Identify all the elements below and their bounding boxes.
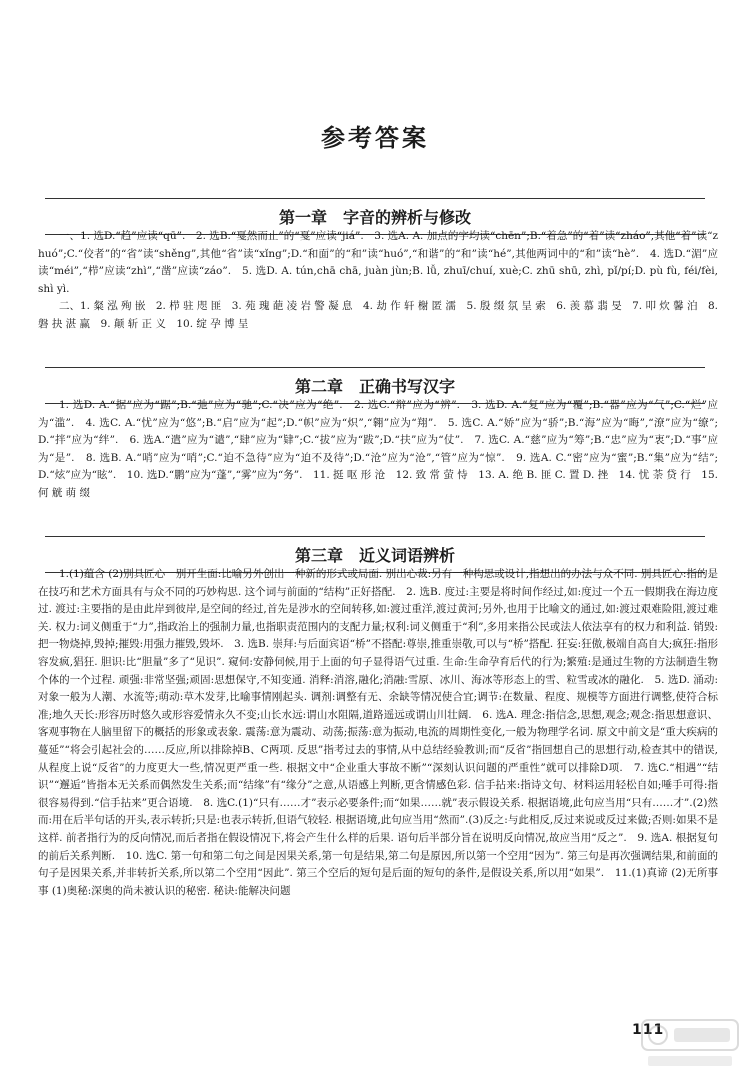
chapter-2-title: 第二章 正确书写汉字 xyxy=(294,377,455,396)
page-number: 111 xyxy=(632,1022,665,1038)
chapter-1-part-2: 二、1. 粲 泓 殉 嵌 2. 栉 驻 咫 匪 3. 苑 瑰 葩 凌 岩 警 凝 息 4. 劫 作 轩 榭 匿 濡 5. 殷 缀 氛 呈 索 6. 羡 慕 翡 旻 7. 叩 炊 馨 泊 8. 磐 抉 湛 赢 9. 颠 斩 正 义 10. 绽 孕 博 呈 xyxy=(38,300,718,330)
chapter-1-body xyxy=(38,228,718,334)
chapter-2-part-1: 1. 选D. A.“据”应为“踞”;B.“弛”应为“驰”;C.“决”应为“绝”. 2. 选C.“辩”应为“辨”. 3. 选D. A.“复”应为“覆”;B.“器”应为“气”;C.“烂”应为“滥”. 4. 选C. A.“忧”应为“悠”;B.“启”应为“起”;D.“帜”应为“炽”,“翱”应为“翔”. 5. 选C. A.“娇”应为“骄”;B.“海”应为“晦”,“潦”应为“缭”;D.“拌”应为“绊”. 6. 选A.“遣”应为“谴”,“肆”应为“肄”;C.“拔”应为“跋”;D.“扶”应为“仗”. 7. 选C. A.“慈”应为“筹”;B.“忠”应为“衷”;D.“事”应为“是”. 8. 选B. A.“哨”应为“哨”;C.“迫不急待”应为“迫不及待”;D.“沧”应为“沧”,“管”应为“惊”. 9. 选A. C.“密”应为“蜜”;B.“集”应为“结”;D.“炫”应为“眩”. 10. 选D.“鹏”应为“蓬”,“雾”应为“务”. 11. 挺 呕 形 沧 12. 致 常 萤 恃 13. A. 绝 B. 匪 C. 置 D. 挫 14. 忧 荼 贷 行 15. 何 觥 萌 缀 xyxy=(38,399,718,499)
watermark-logo-icon xyxy=(640,1018,740,1070)
chapter-rule xyxy=(45,536,705,537)
chapter-1-title: 第一章 字音的辨析与修改 xyxy=(278,208,471,227)
page-title: 参考答案 xyxy=(321,124,429,152)
chapter-2-body xyxy=(38,397,718,503)
chapter-rule xyxy=(45,367,705,368)
chapter-3-part-1: 1.(1)蕴含 (2)别具匠心 别开生面:比喻另外创出一种新的形式或局面. 别出心裁:另有一种构思或设计,指想出的办法与众不同. 别具匠心:指的是在技巧和艺术方面具有与众不同的巧妙构思. 这个词与前面的“结构”正好搭配. 2. 选B. 度过:主要是将时间作经过,如:度过一个五一假期我在海边度过. 渡过:主要指的是由此岸到彼岸,是空间的经过,首先是涉水的空间转移,如:渡过重洋,渡过黄河;另外,也用于比喻文的通过,如:渡过艰难险阻,渡过难关. 权力:词义侧重于“力”,指政治上的强制力量,也指职责范围内的支配力量;权利:词义侧重于“利”,多用来指公民或法人依法享有的权力和利益. 销毁:把一物烧掉,毁掉;摧毁:用强力摧毁,毁坏. 3. 选B. 崇拜:与后面宾语“桥”不搭配:尊崇,推重崇敬,可以与“桥”搭配. 狂妄:狂傲,极端自高自大;疯狂:指形容发疯,猖狂. 胆识:比“胆量”多了“见识”. 窥伺:安静伺候,用于上面的句子显得语气过重. 生命:生命孕育后代的行为;繁殖:是通过生物的方法制造生物个体的一个过程. 顽强:非常坚强;顽固:思想保守,不知变通. 消释:消溶,融化;消融:雪原、冰川、海冰等形态上的雪、粒雪或冰的融化. 5. 选D. 涌动:对象一般为人潮、水流等;萌动:草木发芽,比喻事情刚起头. 调剂:调整有无、余缺等情况使合宜;调节:在数量、程度、规模等方面进行调整,使符合标准;地久天长:形容历时悠久或形容爱情永久不变;山长水远:谓山水阻隔,道路遥远或谓山川壮阔. 6. 选A. 理念:指信念,思想,观念;观念:指思想意识、客观事物在人脑里留下的概括的形象或表象. 震荡:意为震动、动荡;振荡:意为振动,电流的周期性变化,一般为物理学名词. 原文中前文是“重大疾病的蔓延”“将会引起社会的……反应,所以排除掉B、C两项. 反思”指考过去的事情,从中总结经验教训;而“反省”指回想自己的思想行动,检查其中的错误,从程度上说“反省”的力度更大一些,情况更严重一些. 根据文中“企业重大事故不断”“深刻认识问题的严重性”就可以排除D项. 7. 选C.“相遇”“结识”“邂逅”皆指本无关系而偶然发生关系;而“结缘”有“缘分”之意,从语感上判断,更含情感色彩. 信手拈来:指诗文句、材料运用轻松自如;唾手可得:指很容易得到.“信手拈来”更合语境. 8. 选C.(1)“只有……才”表示必要条件;而“如果……就”表示假设关系. 根据语境,此句应当用“只有……才”.(2)然而:用在后半句话的开头,表示转折;只是:也表示转折,但语气较轻. 根据语境,此句应当用“然而”.(3)反之:与此相反,反过来说或反过来做;否则:如果不是这样. 前者指行为的反向情况,而后者指在假设情况下,将会产生什么样的后果. 语句后半部分旨在说明反向情况,故应当用“反之”. 9. 选A. 根据复句的前后关系判断. 10. 选C. 第一句和第二句之间是因果关系,第一句是结果,第二句是原因,所以第一个空用“因为”. 第三句是再次强调结果,和前面的句子是因果关系,并非转折关系,所以第二个空用“因此”. 第三个空后的短句是后面的短句的条件,是假设关系,所以用“如果”. 11.(1)真谛 (2)无所事事 (1)奥秘:深奥的尚未被认识的秘密. 秘诀:能解决问题 xyxy=(38,568,718,897)
chapter-rule xyxy=(45,198,705,199)
chapter-3-title: 第三章 近义词语辨析 xyxy=(294,546,455,565)
chapter-3-body xyxy=(38,566,718,1014)
chapter-1-part-1: 一、1. 选D.“趋”应读“qū”. 2. 选B.“戛然而止”的“戛”应读“jiá”. 3. 选A. A. 加点的字均读“chēn”;B.“着急”的“着”读“zháo”,其他“着”读“zhuó”;C.“佼者”的“省”读“shěng”,其他“省”读“xǐng”;D.“和面”的“和”读“huó”,“和谐”的“和”读“hé”,其他两词中的“和”读“hè”. 4. 选D.“湄”应读“méi”,“栉”应读“zhì”,“凿”应读“záo”. 5. 选D. A. tún,chā chā, juàn jùn;B. lǚ, zhuī/chuí, xuè;C. zhū shū, zhì, pǐ/pí;D. pù fù, féi/fèi, shì yì. xyxy=(38,230,718,295)
